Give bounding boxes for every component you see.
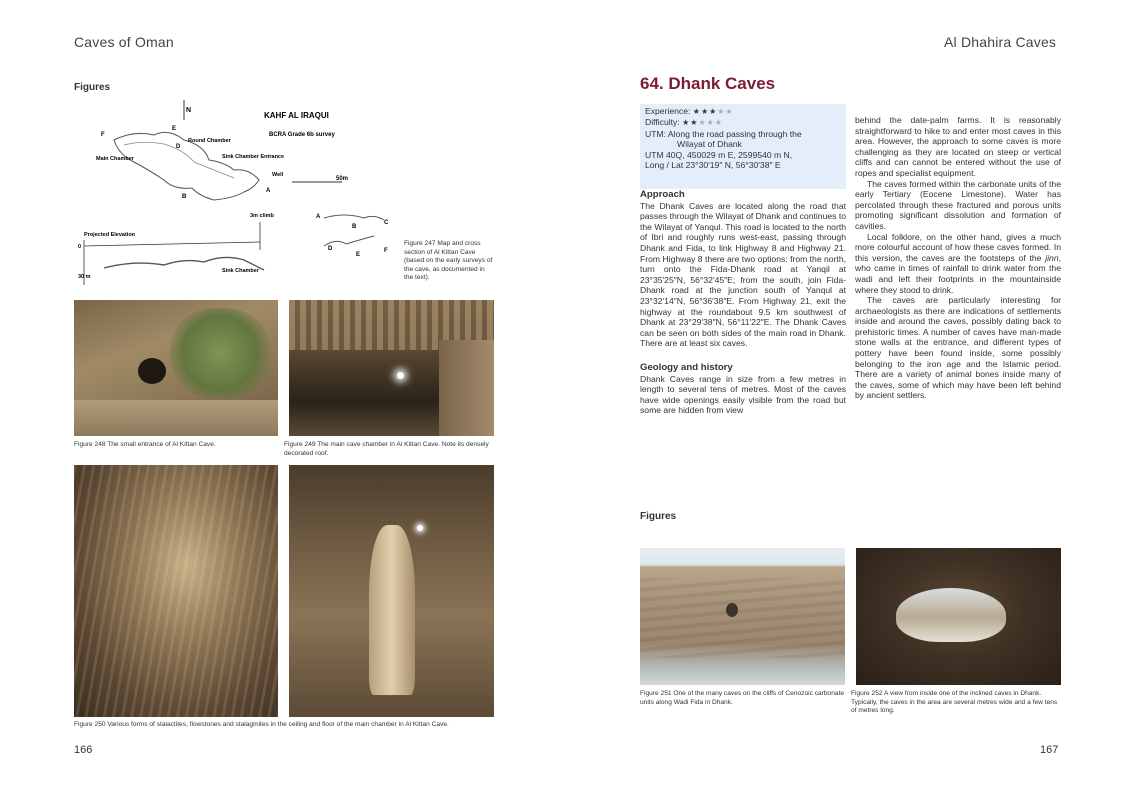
- map-title: KAHF AL IRAQUI: [264, 111, 329, 120]
- col2-p3-pre: Local folklore, on the other hand, gives a much more colourful account of how these caves formed. In this version, the caves are the footsteps of the: [855, 231, 1061, 263]
- col2-paragraph-4: The caves are particularly interesting for archaeologists as there are indications of settlements inside and around the caves, possibly dating back to prehistoric times. A number of caves have man-made stone walls at the entrance, and different types of pottery have been found inside, some possibly belonging to the iron age and the Islamic period. There are a variety of animal bones inside many of the caves, some of which may have been left behind by ancient settlers.: [855, 295, 1061, 401]
- photo-stalactites-ceiling: [74, 465, 278, 717]
- running-head-right: Al Dhahira Caves: [944, 34, 1057, 50]
- photo-kittan-main-chamber: [289, 300, 494, 436]
- page-number-left: 166: [74, 744, 93, 756]
- experience-label: Experience:: [645, 106, 691, 116]
- longlat: Long / Lat 23°30′19″ N, 56°30′38″ E: [645, 160, 781, 171]
- utm-coords: UTM 40Q, 450029 m E, 2599540 m N,: [645, 149, 793, 160]
- map-main-chamber: Main Chamber: [96, 156, 134, 162]
- caption-fig252: Figure 252 A view from inside one of the inclined caves in Dhank. Typically, the caves in the area are several metres wide and a few tens of metres long.: [851, 690, 1058, 715]
- caption-fig248: Figure 248 The small entrance of Al Kittan Cave.: [74, 441, 216, 448]
- star-empty-icon: ★: [714, 118, 723, 128]
- col2-paragraph-3: [855, 232, 1061, 296]
- map-round-chamber: Round Chamber: [188, 138, 231, 144]
- figures-heading-right: Figures: [640, 511, 677, 522]
- col2-p3-post: , who came in times of rainfall to drink water from the wadi and left their footprints in the mountainside where they stood to drink.: [855, 252, 1061, 295]
- cave-mouth-view: [896, 588, 1006, 642]
- map-section-d: D: [328, 246, 333, 252]
- map-scale: 50m: [336, 176, 349, 182]
- figures-heading-left: Figures: [74, 82, 111, 93]
- difficulty-row: [645, 117, 841, 128]
- approach-paragraph: The Dhank Caves are located along the road that passes through the Wilayat of Dhank and continues to the Wilayat of Yanqul. This road is located to the north of Ibri and roughly runs west-east, passing through Dhank and Fida, to link Highway 8 and Highway 21. From Highway 8 there are two options: from the north, turn onto the Fida-Dhank road at Yanqil at 23°35′25″N, 56°32′45″E; from the south, join Fida-Dhank road at the junction south of Yanqul at 23°32′14″N, 56°36′38″E. From Highway 21, exit the highway at the roundabout 9.5 km southwest of Dhank at 23°29′38″N, 56°11′22″E. The Dhank Caves can be seen on both sides of the main road in Dhank. There are at least six caves.: [640, 200, 846, 349]
- map-section-b: B: [352, 224, 357, 230]
- caption-fig250: Figure 250 Various forms of stalactites, flowstones and stalagmites in the ceiling and floor of the main chamber in Al Kittan Cave.: [74, 721, 449, 728]
- utm-line1: UTM: Along the road passing through the: [645, 128, 802, 139]
- map-letter-f: F: [101, 132, 105, 138]
- map-section-e: E: [356, 252, 361, 258]
- map-climb: 3m climb: [250, 213, 274, 219]
- running-head-left: Caves of Oman: [74, 34, 174, 50]
- map-section-c: C: [384, 220, 389, 226]
- info-box: [640, 104, 846, 189]
- map-well: Well: [272, 172, 284, 178]
- star-empty-icon: ★: [706, 118, 715, 128]
- geology-heading: Geology and history: [640, 361, 733, 373]
- photo-dhank-cave-inside: [856, 548, 1061, 685]
- map-section-a: A: [316, 214, 321, 220]
- headlamp-light-2: [417, 525, 423, 531]
- cave-opening-dark: [138, 358, 166, 384]
- star-filled-icon: ★: [709, 107, 718, 116]
- map-letter-a: A: [266, 188, 271, 194]
- map-letter-b: B: [182, 194, 187, 200]
- col2-paragraph-2: The caves formed within the carbonate units of the early Tertiary (Eocene Limestone). Water has percolated through these fractured and porous units promoting significant dissolution and formation of cavities.: [855, 178, 1061, 231]
- map-sink-chamber: Sink Chamber: [222, 268, 259, 274]
- approach-heading: Approach: [640, 189, 685, 200]
- chapter-title: 64. Dhank Caves: [640, 74, 776, 93]
- experience-row: [645, 106, 841, 117]
- star-empty-icon: ★: [717, 107, 726, 116]
- caption-fig249: Figure 249 The main cave chamber in Al Kittan Cave. Note its densely decorated roof.: [284, 441, 489, 457]
- rocky-ground: [74, 400, 278, 436]
- map-section-f: F: [384, 248, 388, 254]
- large-stalagmite: [369, 525, 415, 695]
- shrub: [170, 308, 270, 398]
- col2-p3-italic: jinn: [1045, 252, 1059, 263]
- map-sink-chamber-entrance: Sink Chamber Entrance: [222, 154, 285, 160]
- star-filled-icon: ★: [692, 107, 701, 116]
- star-filled-icon: ★: [690, 118, 699, 128]
- page-number-right: 167: [1040, 744, 1059, 756]
- headlamp-light: [397, 372, 404, 379]
- map-letter-e: E: [172, 126, 177, 132]
- stalactite-texture: [74, 465, 278, 717]
- photo-dhank-cliffs: [640, 548, 845, 685]
- utm-line2: Wilayat of Dhank: [677, 139, 742, 150]
- column-two: [855, 115, 1061, 401]
- map-depth-thirty: 30 m: [78, 274, 91, 280]
- star-filled-icon: ★: [700, 107, 710, 116]
- caption-fig247: Figure 247 Map and cross section of Al Kittan Cave (based on the early surveys of the cave, as documented in the text).: [404, 240, 493, 282]
- map-depth-zero: 0: [78, 244, 82, 250]
- star-filled-icon: ★: [682, 118, 691, 128]
- photo-stalagmites-floor: [289, 465, 494, 717]
- map-projected-elevation: Projected Elevation: [84, 232, 136, 238]
- experience-stars: [693, 107, 734, 116]
- map-subtitle: BCRA Grade 6b survey: [269, 132, 335, 138]
- photo-kittan-entrance: [74, 300, 278, 436]
- geology-paragraph: Dhank Caves range in size from a few metres in length to several tens of metres. Most of the caves have wide openings easily visible from the road but some are hidden from view: [640, 373, 846, 416]
- col2-paragraph-1: behind the date-palm farms. It is reasonably straightforward to hike to and enter most caves in this area. However, the approach to some caves is more challenging as they are located on steep or vertical cliffs and can cannot be entered without the use of ropes and specialist equipment.: [855, 115, 1061, 178]
- column-one: [640, 190, 846, 416]
- flowstone-column: [439, 340, 494, 436]
- difficulty-label: Difficulty:: [645, 117, 680, 128]
- cliff-strata: [640, 578, 845, 658]
- map-north-label: N: [186, 107, 192, 114]
- cliff-cave-opening: [726, 603, 738, 617]
- difficulty-stars: [682, 118, 723, 127]
- star-empty-icon: ★: [725, 107, 734, 116]
- caption-fig251: Figure 251 One of the many caves on the cliffs of Cenozoic carbonate units along Wadi Fida in Dhank.: [640, 690, 845, 706]
- star-empty-icon: ★: [698, 118, 707, 128]
- map-letter-d: D: [176, 144, 181, 150]
